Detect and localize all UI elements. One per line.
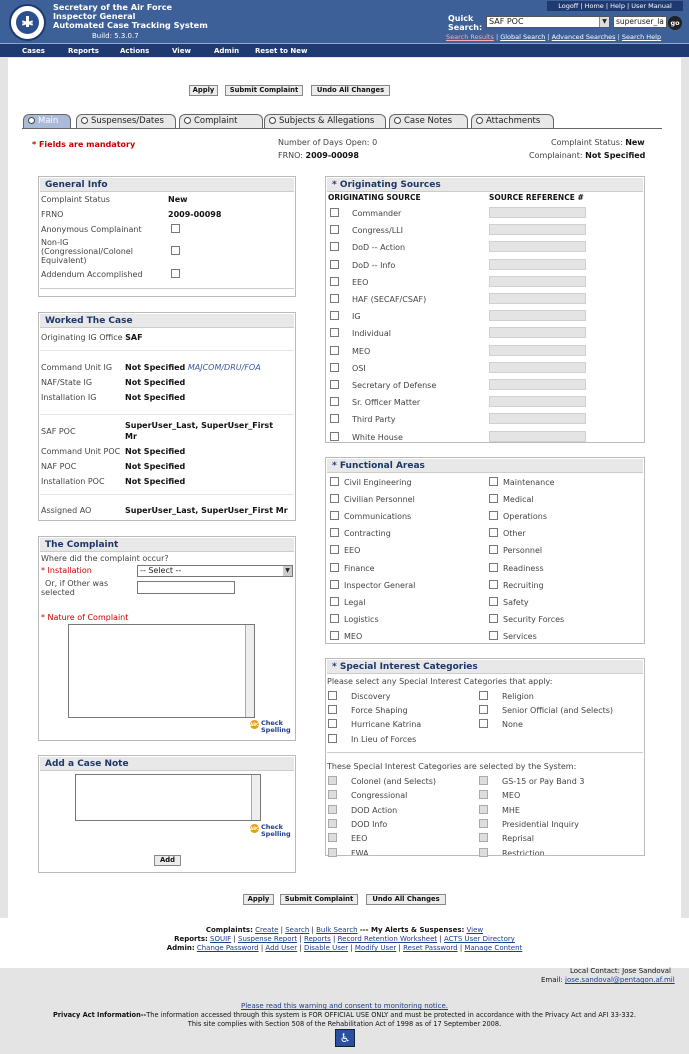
system-category-label-mhe: MHE: [502, 805, 520, 815]
functional-label-safety: Safety: [503, 597, 529, 607]
source-reference-input-sr-officer-matter[interactable]: [489, 396, 586, 407]
system-category-checkbox-mhe: [479, 805, 488, 814]
functional-checkbox-recruiting[interactable]: [489, 580, 498, 589]
system-category-checkbox-meo: [479, 790, 488, 799]
saf-poc-value-1: SuperUser_Last, SuperUser_First: [125, 421, 274, 430]
air-force-seal-icon: [9, 4, 46, 41]
source-reference-input-dod-action[interactable]: [489, 241, 586, 252]
naf-state-ig-label: NAF/State IG: [41, 378, 93, 387]
record-retention-link[interactable]: Record Retention Worksheet: [337, 935, 438, 943]
tab-bullet-icon: [269, 117, 276, 124]
originating-source-header: ORIGINATING SOURCE: [328, 193, 421, 202]
source-reference-input-congress-lli[interactable]: [489, 224, 586, 235]
system-category-label-meo: MEO: [502, 791, 521, 801]
command-unit-poc-label: Command Unit POC: [41, 447, 121, 456]
saf-poc-label: SAF POC: [41, 427, 76, 436]
source-label-white-house: White House: [352, 432, 403, 442]
source-label-eeo: EEO: [352, 277, 369, 287]
source-reference-input-commander[interactable]: [489, 207, 586, 218]
source-checkbox-osi[interactable]: [330, 363, 339, 372]
non-ig-label-2: (Congressional/Colonel: [41, 247, 133, 256]
build-version: Build: 5.3.0.7: [92, 32, 139, 40]
complaint-status-info: Complaint Status: New: [551, 138, 645, 147]
system-category-checkbox-congressional: [328, 790, 337, 799]
menu-bar: [0, 43, 689, 57]
source-checkbox-haf-secaf-csaf[interactable]: [330, 294, 339, 303]
non-ig-label-1: Non-IG: [41, 238, 69, 247]
system-category-checkbox-reprisal: [479, 833, 488, 842]
search-help-link[interactable]: Search Help: [621, 33, 662, 41]
special-checkbox-none[interactable]: [479, 719, 488, 728]
spell-check-icon: ABC: [250, 722, 260, 727]
special-label-force-shaping: Force Shaping: [351, 706, 408, 716]
divider: [40, 288, 294, 289]
originating-sources-title: * Originating Sources: [327, 178, 643, 192]
quick-search-select[interactable]: SAF POC ▼: [486, 16, 610, 28]
functional-checkbox-civil-engineering[interactable]: [330, 477, 339, 486]
reports-link[interactable]: Reports: [303, 935, 331, 943]
functional-checkbox-operations[interactable]: [489, 511, 498, 520]
source-checkbox-ig[interactable]: [330, 311, 339, 320]
special-label-none: None: [502, 720, 523, 730]
functional-label-communications: Communications: [344, 512, 412, 522]
other-label-2: selected: [41, 588, 75, 597]
days-open: Number of Days Open: 0: [278, 138, 378, 147]
system-category-label-colonel-and-selects: Colonel (and Selects): [351, 777, 437, 786]
functional-areas-title: * Functional Areas: [327, 459, 643, 473]
tab-bullet-icon: [81, 117, 88, 124]
quick-search-input[interactable]: superuser_la: [613, 16, 667, 28]
anonymous-complainant-label: Anonymous Complainant: [41, 225, 142, 234]
source-label-individual: Individual: [352, 329, 391, 339]
special-checkbox-in-lieu-of-forces[interactable]: [328, 734, 337, 743]
addendum-label: Addendum Accomplished: [41, 270, 143, 279]
special-label-discovery: Discovery: [351, 692, 391, 701]
footer-reports-line: Reports: SOUIF | Suspense Report | Reports | Record Retention Worksheet | ACTS User Directory: [174, 935, 515, 943]
functional-label-eeo: EEO: [344, 546, 361, 556]
bulk-search-link[interactable]: Bulk Search: [316, 926, 358, 934]
functional-checkbox-inspector-general[interactable]: [330, 580, 339, 589]
command-unit-ig-value: Not Specified MAJCOM/DRU/FOA: [125, 363, 261, 372]
check-spelling-complaint[interactable]: ABC Check Spelling: [250, 719, 291, 734]
manage-content-link[interactable]: Manage Content: [464, 944, 523, 952]
case-note-textarea[interactable]: [75, 774, 261, 821]
other-installation-input[interactable]: [137, 581, 235, 594]
naf-poc-value: Not Specified: [125, 462, 186, 471]
source-reference-header: SOURCE REFERENCE #: [489, 193, 584, 202]
system-category-checkbox-gs-15-or-pay-band-3: [479, 776, 488, 785]
system-category-checkbox-dod-info: [328, 819, 337, 828]
system-categories-prompt: These Special Interest Categories are selected by the System:: [327, 762, 577, 771]
source-checkbox-meo[interactable]: [330, 346, 339, 355]
undo-all-changes-button-top[interactable]: Undo All Changes: [311, 85, 390, 96]
tab-subjects-allegations[interactable]: Subjects & Allegations: [264, 114, 386, 128]
general-info-title: General Info: [40, 178, 294, 192]
installation-poc-value: Not Specified: [125, 477, 186, 486]
functional-label-recruiting: Recruiting: [503, 580, 544, 590]
source-checkbox-eeo[interactable]: [330, 277, 339, 286]
functional-checkbox-personnel[interactable]: [489, 545, 498, 554]
modify-user-link[interactable]: Modify User: [354, 944, 397, 952]
source-reference-input-white-house[interactable]: [489, 431, 586, 442]
advanced-searches-link[interactable]: Advanced Searches: [551, 33, 616, 41]
functional-checkbox-maintenance[interactable]: [489, 477, 498, 486]
system-category-checkbox-colonel-and-selects: [328, 776, 337, 785]
functional-label-maintenance: Maintenance: [503, 478, 555, 487]
nature-of-complaint-textarea[interactable]: [68, 624, 255, 718]
special-label-in-lieu-of-forces: In Lieu of Forces: [351, 734, 417, 744]
warning-link-line: [0, 1002, 689, 1011]
menu-cases[interactable]: Cases: [22, 47, 45, 55]
naf-state-ig-value: Not Specified: [125, 378, 186, 387]
frno-label: FRNO: [41, 210, 64, 219]
add-user-link[interactable]: Add User: [265, 944, 298, 952]
tab-divider: [22, 128, 662, 129]
source-checkbox-white-house[interactable]: [330, 432, 339, 441]
search-results-link[interactable]: Search Results: [446, 33, 494, 41]
special-checkbox-religion[interactable]: [479, 691, 488, 700]
functional-label-inspector-general: Inspector General: [344, 580, 416, 590]
menu-reset-to-new[interactable]: Reset to New: [255, 47, 308, 55]
apply-button-bottom[interactable]: Apply: [243, 894, 274, 905]
menu-view[interactable]: View: [172, 47, 191, 55]
special-checkbox-discovery[interactable]: [328, 691, 337, 700]
functional-checkbox-communications[interactable]: [330, 511, 339, 520]
source-checkbox-sr-officer-matter[interactable]: [330, 397, 339, 406]
menu-admin[interactable]: Admin: [214, 47, 240, 55]
app-title-line2: Inspector General: [53, 11, 136, 21]
apply-button-top[interactable]: Apply: [189, 85, 218, 96]
functional-checkbox-medical[interactable]: [489, 494, 498, 503]
view-alerts-link[interactable]: View: [466, 926, 484, 934]
functional-checkbox-security-forces[interactable]: [489, 614, 498, 623]
functional-label-personnel: Personnel: [503, 546, 543, 556]
tab-bullet-icon: [28, 117, 35, 124]
privacy-act-line: Privacy Act Information--The information accessed through this system is FOR OFFICIAL USE ONLY and must be protected in accordance with the Privacy Act and AFI 33-332.: [52, 1011, 637, 1019]
source-label-congress-lli: Congress/LLI: [352, 226, 403, 236]
footer-admin-line: Admin: Change Password | Add User | Disable User | Modify User | Reset Password | Manage Content: [166, 944, 523, 952]
functional-label-finance: Finance: [344, 563, 375, 573]
frno-value: 2009-00098: [168, 210, 222, 219]
functional-checkbox-eeo[interactable]: [330, 545, 339, 554]
change-password-link[interactable]: Change Password: [196, 944, 259, 952]
add-note-button[interactable]: Add: [154, 855, 181, 866]
functional-checkbox-other[interactable]: [489, 528, 498, 537]
source-label-ig: IG: [352, 312, 361, 322]
frno-info: FRNO: 2009-00098: [278, 151, 359, 160]
source-reference-input-ig[interactable]: [489, 310, 586, 321]
complaint-status-label: Complaint Status: [41, 195, 110, 204]
tab-complaint[interactable]: Complaint: [179, 114, 263, 128]
mandatory-note: * Fields are mandatory: [32, 140, 136, 149]
source-reference-input-secretary-of-defense[interactable]: [489, 379, 586, 390]
chevron-down-icon: ▼: [599, 17, 609, 27]
nature-of-complaint-label: * Nature of Complaint: [41, 613, 129, 622]
assigned-ao-value: SuperUser_Last, SuperUser_First Mr: [125, 506, 288, 515]
undo-all-changes-button-bottom[interactable]: Undo All Changes: [366, 894, 446, 905]
search-link[interactable]: Search: [285, 926, 310, 934]
tab-main[interactable]: Main: [23, 114, 71, 128]
contact-email: Email: jose.sandoval@pentagon.af.mil: [541, 976, 675, 984]
special-label-senior-official-and-selects: Senior Official (and Selects): [502, 706, 614, 716]
functional-label-logistics: Logistics: [344, 614, 379, 624]
accessibility-icon[interactable]: ♿: [335, 1029, 355, 1047]
top-links[interactable]: Logoff | Home | Help | User Manual: [547, 1, 683, 11]
divider: [327, 752, 643, 753]
functional-checkbox-contracting[interactable]: [330, 528, 339, 537]
menu-reports[interactable]: Reports: [68, 47, 99, 55]
create-link[interactable]: Create: [255, 926, 279, 934]
submit-complaint-button-top[interactable]: Submit Complaint: [225, 85, 303, 96]
disable-user-link[interactable]: Disable User: [303, 944, 349, 952]
submit-complaint-button-bottom[interactable]: Submit Complaint: [280, 894, 358, 905]
functional-checkbox-safety[interactable]: [489, 597, 498, 606]
souif-link[interactable]: SOUIF: [210, 935, 232, 943]
source-reference-input-dod-info[interactable]: [489, 259, 586, 270]
saf-poc-value-2: Mr: [125, 432, 137, 441]
command-unit-poc-value: Not Specified: [125, 447, 186, 456]
installation-poc-label: Installation POC: [41, 477, 105, 486]
system-category-checkbox-eeo: [328, 833, 337, 842]
system-category-label-congressional: Congressional: [351, 791, 408, 801]
system-category-checkbox-fwa: [328, 848, 337, 857]
source-label-meo: MEO: [352, 346, 371, 356]
spell-check-icon: ABC: [250, 826, 260, 831]
system-category-checkbox-dod-action: [328, 805, 337, 814]
special-interest-prompt: Please select any Special Interest Categories that apply:: [327, 677, 553, 686]
source-label-commander: Commander: [352, 209, 402, 218]
app-title-line3: Automated Case Tracking System: [53, 20, 208, 30]
divider: [40, 350, 294, 351]
source-reference-input-individual[interactable]: [489, 327, 586, 338]
naf-poc-label: NAF POC: [41, 462, 77, 471]
tab-bullet-icon: [184, 117, 191, 124]
check-spelling-note[interactable]: ABC Check Spelling: [250, 823, 291, 838]
warning-consent-link[interactable]: Please read this warning and consent to monitoring notice.: [241, 1002, 448, 1010]
source-checkbox-commander[interactable]: [330, 208, 339, 217]
addendum-checkbox[interactable]: [171, 269, 180, 278]
source-checkbox-dod-action[interactable]: [330, 242, 339, 251]
source-label-osi: OSI: [352, 363, 366, 373]
non-ig-checkbox[interactable]: [171, 246, 180, 255]
tab-case-notes[interactable]: Case Notes: [389, 114, 468, 128]
installation-ig-label: Installation IG: [41, 393, 97, 402]
complaint-location-question: Where did the complaint occur?: [41, 554, 169, 563]
system-category-label-presidential-inquiry: Presidential Inquiry: [502, 819, 580, 829]
functional-label-meo: MEO: [344, 631, 363, 641]
functional-checkbox-logistics[interactable]: [330, 614, 339, 623]
system-category-label-dod-info: DOD Info: [351, 819, 388, 829]
worked-the-case-panel: [38, 312, 296, 521]
functional-label-readiness: Readiness: [503, 563, 544, 573]
tab-attachments[interactable]: Attachments: [471, 114, 554, 128]
source-checkbox-secretary-of-defense[interactable]: [330, 380, 339, 389]
functional-label-legal: Legal: [344, 597, 366, 607]
functional-label-other: Other: [503, 529, 526, 539]
originating-ig-office: Originating IG Office SAF: [41, 333, 143, 342]
source-reference-input-meo[interactable]: [489, 345, 586, 356]
source-checkbox-congress-lli[interactable]: [330, 225, 339, 234]
the-complaint-title: The Complaint: [40, 538, 294, 552]
system-category-label-gs-15-or-pay-band-3: GS-15 or Pay Band 3: [502, 777, 585, 786]
installation-label: * Installation: [41, 566, 92, 575]
functional-checkbox-finance[interactable]: [330, 563, 339, 572]
system-category-label-fwa: FWA: [351, 848, 369, 855]
chevron-down-icon: ▼: [283, 566, 292, 576]
source-label-dod-action: DoD -- Action: [352, 243, 406, 253]
functional-label-contracting: Contracting: [344, 529, 391, 539]
section-508-line: This site complies with Section 508 of the Rehabilitation Act of 1998 as of 17 September 2008.: [187, 1020, 502, 1028]
suspense-report-link[interactable]: Suspense Report: [238, 935, 298, 943]
source-reference-input-eeo[interactable]: [489, 276, 586, 287]
email-link[interactable]: jose.sandoval@pentagon.af.mil: [565, 976, 675, 984]
source-label-sr-officer-matter: Sr. Officer Matter: [352, 398, 421, 408]
source-label-dod-info: DoD -- Info: [352, 260, 396, 270]
special-label-religion: Religion: [502, 692, 534, 701]
assigned-ao-label: Assigned AO: [41, 506, 92, 515]
source-checkbox-third-party[interactable]: [330, 414, 339, 423]
quick-search-label: Quick Search:: [448, 14, 483, 32]
special-checkbox-senior-official-and-selects[interactable]: [479, 705, 488, 714]
source-reference-input-haf-secaf-csaf[interactable]: [489, 293, 586, 304]
source-label-secretary-of-defense: Secretary of Defense: [352, 381, 437, 390]
command-unit-ig-label: Command Unit IG: [41, 363, 113, 372]
source-label-haf-secaf-csaf: HAF (SECAF/CSAF): [352, 295, 427, 304]
functional-checkbox-legal[interactable]: [330, 597, 339, 606]
functional-label-medical: Medical: [503, 495, 534, 505]
divider: [40, 494, 294, 495]
system-category-label-eeo: EEO: [351, 834, 368, 844]
app-title-line1: Secretary of the Air Force: [53, 2, 173, 12]
worked-the-case-title: Worked The Case: [40, 314, 294, 328]
global-search-link[interactable]: Global Search: [500, 33, 546, 41]
menu-actions[interactable]: Actions: [120, 47, 150, 55]
functional-label-operations: Operations: [503, 512, 547, 522]
local-contact: Local Contact: Jose Sandoval: [570, 967, 671, 975]
anonymous-complainant-checkbox[interactable]: [171, 224, 180, 233]
functional-label-civilian-personnel: Civilian Personnel: [344, 495, 415, 505]
scrollbar[interactable]: [245, 625, 254, 717]
source-label-third-party: Third Party: [352, 415, 396, 425]
search-links: Search Results | Global Search | Advanced Searches | Search Help: [446, 33, 662, 41]
source-reference-input-osi[interactable]: [489, 362, 586, 373]
non-ig-label-3: Equivalent): [41, 256, 87, 265]
footer-complaints-line: Complaints: Create | Search | Bulk Search --- My Alerts & Suspenses: View: [205, 926, 484, 934]
special-label-hurricane-katrina: Hurricane Katrina: [351, 720, 422, 730]
functional-checkbox-services[interactable]: [489, 631, 498, 640]
source-reference-input-third-party[interactable]: [489, 413, 586, 424]
source-checkbox-individual[interactable]: [330, 328, 339, 337]
acts-user-directory-link[interactable]: ACTS User Directory: [443, 935, 515, 943]
divider: [40, 414, 294, 415]
special-interest-title: * Special Interest Categories: [327, 660, 643, 674]
installation-ig-value: Not Specified: [125, 393, 186, 402]
tab-bullet-icon: [476, 117, 483, 124]
system-category-checkbox-presidential-inquiry: [479, 819, 488, 828]
functional-checkbox-civilian-personnel[interactable]: [330, 494, 339, 503]
functional-label-security-forces: Security Forces: [503, 614, 565, 624]
installation-select[interactable]: -- Select -- ▼: [137, 565, 293, 577]
system-category-checkbox-restriction: [479, 848, 488, 857]
functional-label-civil-engineering: Civil Engineering: [344, 478, 412, 487]
complainant-info: Complainant: Not Specified: [529, 151, 646, 160]
functional-checkbox-meo[interactable]: [330, 631, 339, 640]
tab-suspenses-dates[interactable]: Suspenses/Dates: [76, 114, 176, 128]
system-category-label-reprisal: Reprisal: [502, 834, 535, 844]
special-checkbox-force-shaping[interactable]: [328, 705, 337, 714]
add-case-note-title: Add a Case Note: [40, 757, 294, 771]
reset-password-link[interactable]: Reset Password: [403, 944, 458, 952]
complaint-status-value: New: [168, 195, 188, 204]
system-category-label-dod-action: DOD Action: [351, 805, 398, 815]
system-category-label-restriction: Restriction: [502, 848, 545, 855]
tab-bullet-icon: [394, 117, 401, 124]
special-checkbox-hurricane-katrina[interactable]: [328, 719, 337, 728]
scrollbar[interactable]: [251, 775, 260, 820]
go-button[interactable]: go: [668, 16, 682, 30]
functional-checkbox-readiness[interactable]: [489, 563, 498, 572]
other-label-1: Or, if Other was: [45, 579, 109, 588]
source-checkbox-dod-info[interactable]: [330, 260, 339, 269]
functional-label-services: Services: [503, 631, 537, 641]
